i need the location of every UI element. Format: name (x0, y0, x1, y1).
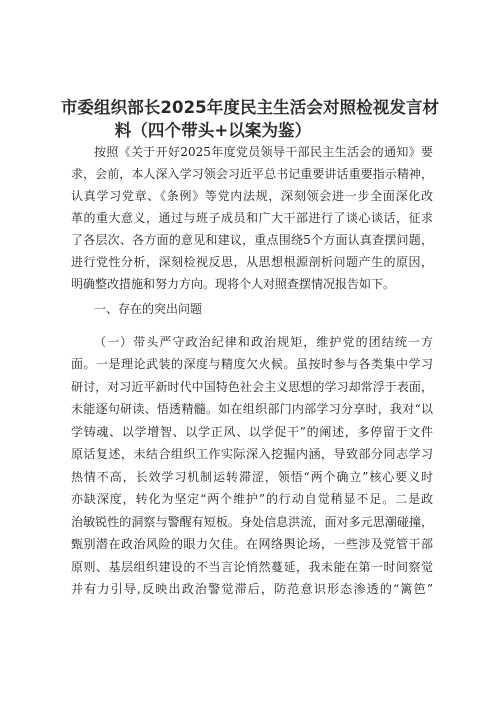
intro-line: 明确整改措施和努力方向。现将个人对照查摆情况报告如下。 (71, 277, 396, 291)
subsection-line: 原话复述，未结合组织工作实际深入挖掘内涵，导致部分同志学习 (71, 447, 433, 461)
subsection-line: 研讨，对习近平新时代中国特色社会主义思想的学习却常浮于表面， (71, 380, 433, 394)
subsection-line: 学铸魂、以学增智、以学正风、以学促干”的阐述，多停留于文件 (71, 425, 433, 439)
subsection-line: 甄别潜在政治风险的眼力欠佳。在网络舆论场，一些涉及党管干部 (71, 537, 433, 551)
subsection-line: 原则、基层组织建设的不当言论悄然蔓延，我未能在第一时间察觉 (71, 560, 433, 574)
intro-line: 了各层次、各方面的意见和建议，重点围绕5个方面认真查摆问题， (71, 233, 433, 247)
intro-line: 革的重大意义，通过与班子成员和广大干部进行了谈心谈话，征求 (71, 211, 433, 225)
intro-line: 进行党性分析，深刻检视反思，从思想根源剖析问题产生的原因， (71, 255, 433, 269)
subsection-line: 并有力引导,反映出政治警觉滞后，防范意识形态渗透的“篱笆” (71, 582, 433, 596)
subsection-line: （一）带头严守政治纪律和政治规矩，维护党的团结统一方 (94, 335, 433, 349)
subsection-line: 亦缺深度，转化为坚定“两个维护”的行动自觉稍显不足。二是政 (71, 492, 433, 506)
intro-line: 求，会前，本人深入学习领会习近平总书记重要讲话重要指示精神， (71, 167, 433, 181)
document-title-line-1: 市委组织部长2025年度民主生活会对照检视发言材 (60, 98, 440, 117)
subsection-line: 热情不高，长效学习机制运转滞涩，领悟“两个确立”核心要义时 (71, 470, 433, 484)
section-heading: 一、存在的突出问题 (94, 302, 203, 316)
subsection-line: 未能逐句研读、悟透精髓。如在组织部门内部学习分享时，我对“以 (71, 402, 433, 416)
subsection-line: 面。一是理论武装的深度与精度欠火候。虽按时参与各类集中学习 (71, 357, 433, 371)
intro-line: 认真学习党章、《条例》等党内法规，深刻领会进一步全面深化改 (71, 189, 433, 203)
subsection-line: 治敏锐性的洞察与警醒有短板。身处信息洪流，面对多元思潮碰撞， (71, 515, 433, 529)
document-title-line-2: 料（四个带头+以案为鉴） (114, 121, 312, 140)
intro-line: 按照《关于开好2025年度党员领导干部民主生活会的通知》要 (94, 145, 433, 159)
